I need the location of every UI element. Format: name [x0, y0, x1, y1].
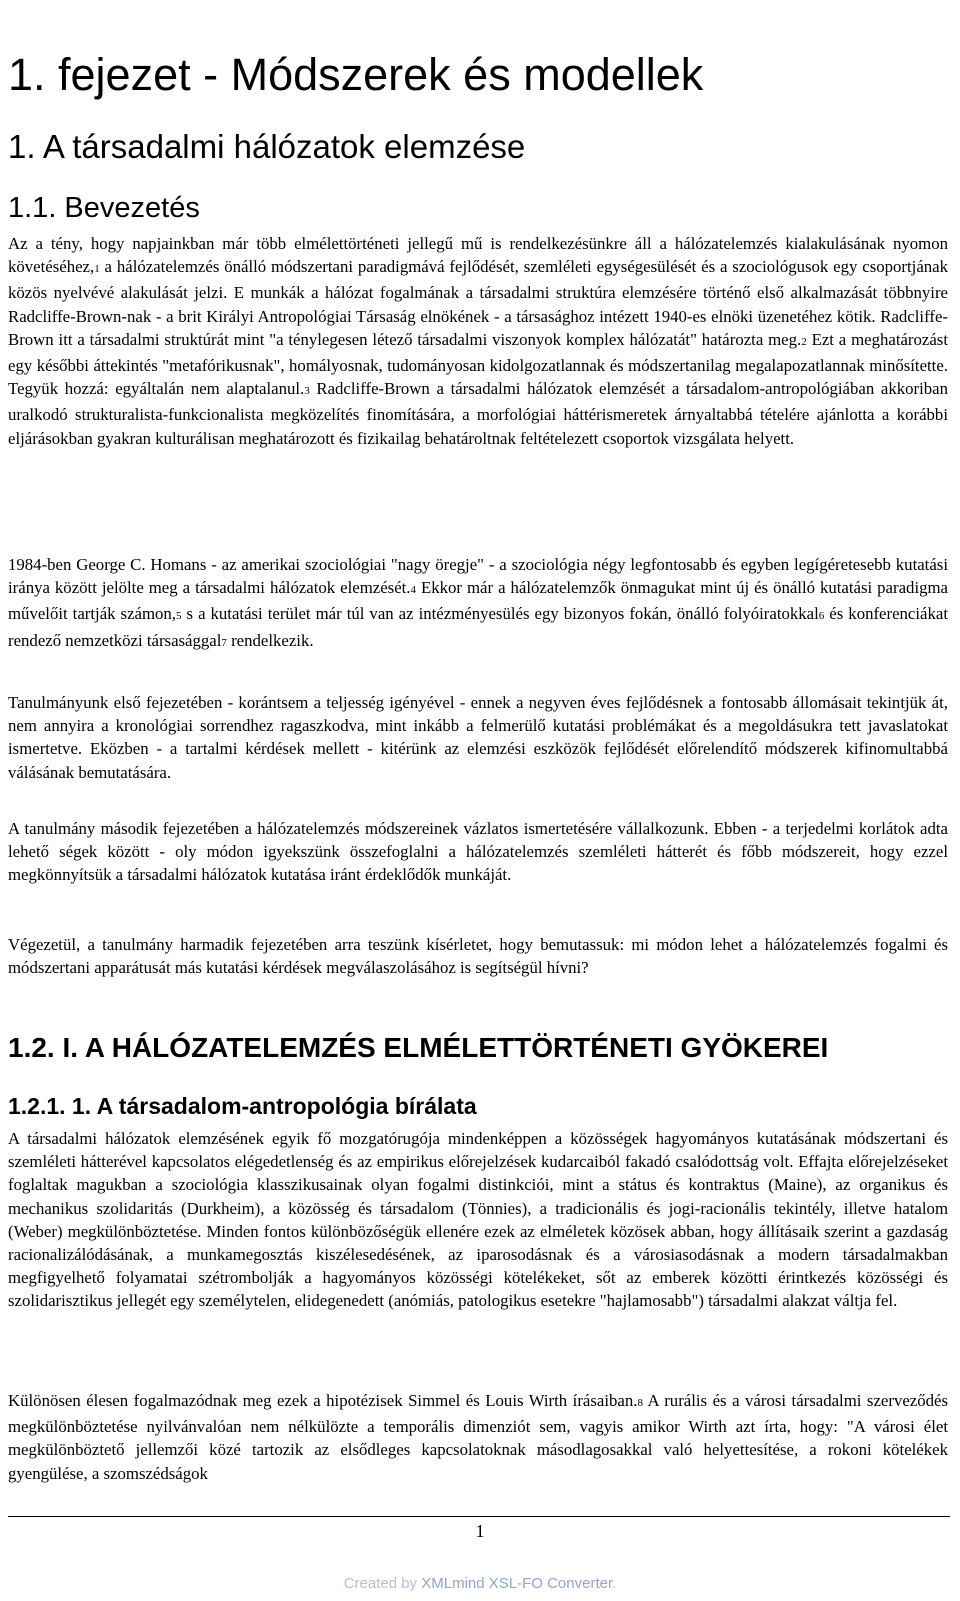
footer-credit: Created by XMLmind XSL-FO Converter. — [343, 1575, 617, 1592]
converter-link[interactable]: XMLmind XSL-FO Converter — [421, 1575, 613, 1592]
footnote-ref[interactable]: 7 — [221, 636, 227, 649]
footnote-ref[interactable]: 2 — [801, 335, 807, 348]
subsection-title: 1.1. Bevezetés — [8, 192, 200, 224]
paragraph-simmel-wirth: Különösen élesen fogalmazódnak meg ezek a hipotézisek Simmel és Louis Wirth írásaiban.8 A rurális és a városi társadalmi szerveződés megkülönböztetése nyilvánvalóan nem nélkülözte a temporális dimenziót sem, vagyis amikor Wirth azt írta, hogy: "A városi élet megkülönböztető jellemzői közé tartozik az elsődleges kapcsolatoknak másodlagosakkal való helyettesítése, a rokoni kötelékek gyengülése, a szomszédságok — [8, 1391, 948, 1483]
footnote-ref[interactable]: 1 — [94, 263, 100, 276]
footnote-ref[interactable]: 3 — [304, 385, 310, 398]
section2-title: 1.2. I. A HÁLÓZATELEMZÉS ELMÉLETTÖRTÉNETI GYÖKEREI — [8, 1032, 829, 1063]
paragraph-homans: 1984-ben George C. Homans - az amerikai szociológiai "nagy öregje" - a szociológia négy legfontosabb és egyben legígéretesebb kutatási iránya között jelölte meg a társadalmi hálózatok elemzését.4 Ekkor már a hálózatelemzők önmagukat mint új és önálló kutatási paradigma művelőit tartják számon,5 s a kutatási terület már túl van az intézményesülés egy bizonyos fokán, önálló folyóiratokkal6 és konferenciákat rendező nemzetközi társasággal7 rendelkezik. — [8, 555, 948, 650]
footer-divider — [8, 1516, 950, 1517]
section-title: 1. A társadalmi hálózatok elemzése — [8, 128, 526, 165]
paragraph-third-chapter: Végezetül, a tanulmány harmadik fejezetében arra teszünk kísérletet, hogy bemutassuk: mi módon lehet a hálózatelemzés fogalmi és módszertani apparátusát más kutatási kérdések megválaszolásához is segítségül hívni? — [8, 935, 948, 978]
footnote-ref[interactable]: 5 — [176, 610, 182, 623]
chapter-title: 1. fejezet - Módszerek és modellek — [8, 49, 704, 100]
footnote-ref[interactable]: 4 — [410, 584, 417, 597]
page-number: 1 — [475, 1521, 485, 1541]
paragraph-second-chapter: A tanulmány második fejezetében a hálózatelemzés módszereinek vázlatos ismertetésére vállalkozunk. Ebben - a terjedelmi korlátok adta lehető ségek között - oly módon igyekszünk összefoglalni a hálózatelemzés szemléleti hátterét és főbb módszereit, hogy ezzel megkönnyítsük a társadalmi hálózatok kutatása iránt érdeklődők munkáját. — [8, 819, 948, 885]
paragraph-critique: A társadalmi hálózatok elemzésének egyik fő mozgatórugója mindenképpen a közösségek hagyományos kutatásának módszertani és szemléleti hátterével kapcsolatos elégedetlenség és az empirikus előrejelzések kudarcaiból fakadó csalódottság volt. Effajta előrejelzéseket foglaltak magukban a szociológia klasszikusainak olyan fogalmi distinkciói, mint a státus és kontraktus (Maine), az organikus és mechanikus szolidaritás (Durkheim), a közösség és társadalom (Tönnies), a tradicionális és jogi-racionális tekintély, illetve hatalom (Weber) megkülönböztetése. Minden fontos különbözőségük ellenére ezek az elméletek közösek abban, hogy állításaik szerint a gazdaság racionalizálódásának, a munkamegosztás kiszélesedésének, az iparosodásnak és a városiasodásnak a modern társadalmakban megfigyelhető folyamatai szétrombolják a hagyományos közösségi kötelékeket, sőt az emberek közötti érintkezés közösségi és szolidarisztikus jellegét egy személytelen, elidegenedett (anómiás, patologikus esetekre "hajlamosabb") társadalmi alakzat váltja fel. — [8, 1129, 948, 1311]
paragraph-first-chapter: Tanulmányunk első fejezetében - korántsem a teljesség igényével - ennek a negyven éves fejlődésnek a fontosabb állomásait tekintjük át, nem annyira a kronológiai sorrendhez ragaszkodva, mint inkább a felmerülő kutatási problémákat és a megoldásukra tett javaslatokat ismertetve. Eközben - a tartalmi kérdések mellett - kitérünk az elemzési eszközök fejlődését előrelendítő módszerek kifinomultabbá válásának bemutatására. — [8, 693, 948, 782]
subsection2-title: 1.2.1. 1. A társadalom-antropológia bírálata — [8, 1093, 477, 1119]
footnote-ref[interactable]: 6 — [818, 610, 825, 623]
footnote-ref[interactable]: 8 — [637, 1397, 643, 1409]
paragraph-intro: Az a tény, hogy napjainkban már több elmélettörténeti jellegű mű is rendelkezésünkre áll a hálózatelemzés kialakulásának nyomon követéséhez,1 a hálózatelemzés önálló módszertani paradigmává fejlődését, szemléleti egységesülését és a szociológusok egy csoportjának közös nyelvévé alakulását jelzi. E munkák a hálózat fogalmának a társadalmi struktúra elemzésére történő első alkalmazását többnyire Radcliffe-Brown-nak - a brit Királyi Antropológiai Társaság elnökének - a társasághoz intézett 1940-es elnöki üzenetéhez kötik. Radcliffe-Brown itt a társadalmi struktúrát mint "a ténylegesen létező társadalmi viszonyok komplex hálózatát" határozta meg.2 Ezt a meghatározást egy későbbi áttekintés "metafórikusnak", homályosnak, tudományosan kidolgozatlannak és módszertanilag megalapozatlannak minősítette. Tegyük hozzá: egyáltalán nem alaptalanul.3 Radcliffe-Brown a társadalmi hálózatok elemzését a társadalom-antropológiában akkoriban uralkodó strukturalista-funkcionalista megközelítés finomítására, a morfológiai háttérismeretek árnyaltabbá tételére ajánlotta a korábbi eljárásokban gyakran kulturálisan meghatározott és fizikailag behatároltnak feltételezett csoportok vizsgálata helyett. — [8, 234, 948, 448]
